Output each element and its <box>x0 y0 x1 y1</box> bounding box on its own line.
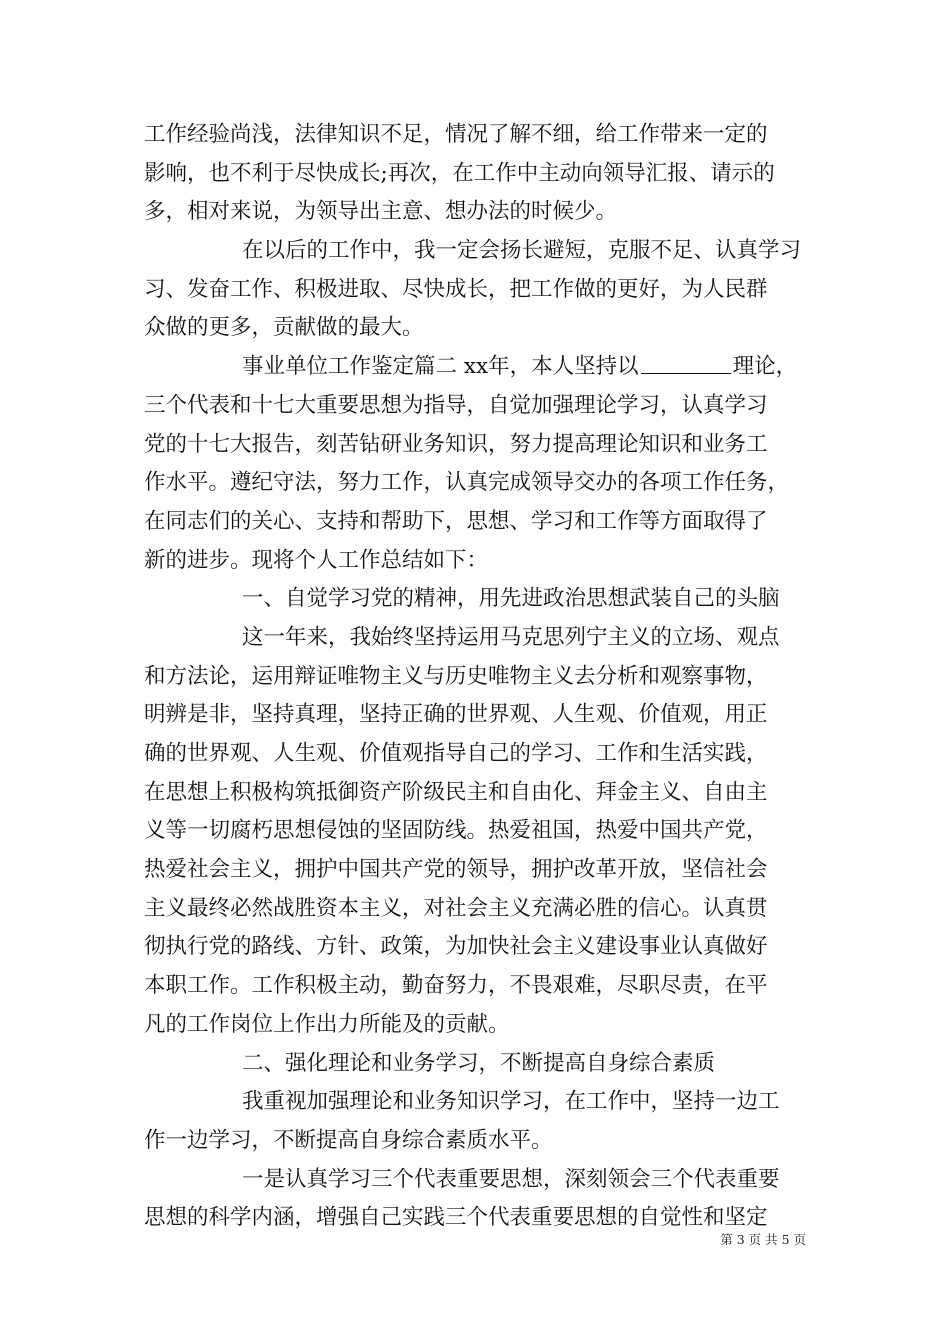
section-heading: 二、强化理论和业务学习，不断提高自身综合素质 <box>242 1050 716 1076</box>
text-line: 作水平。遵纪守法，努力工作，认真完成领导交办的各项工作任务， <box>144 470 790 496</box>
text-line: 凡的工作岗位上作出力所能及的贡献。 <box>144 1011 510 1037</box>
text-line: 影响，也不利于尽快成长;再次，在工作中主动向领导汇报、请示的 <box>144 160 775 186</box>
text-line: 本职工作。工作积极主动，勤奋努力，不畏艰难，尽职尽责，在平 <box>144 973 768 999</box>
text-line: 党的十七大报告，刻苦钻研业务知识，努力提高理论知识和业务工 <box>144 431 768 457</box>
text-segment: 事业单位工作鉴定篇二 xx年，本人坚持以 <box>242 354 639 380</box>
text-line: 和方法论，运用辩证唯物主义与历史唯物主义去分析和观察事物， <box>144 663 768 689</box>
text-line: 彻执行党的路线、方针、政策，为加快社会主义建设事业认真做好 <box>144 934 768 960</box>
text-line: 明辨是非，坚持真理，坚持正确的世界观、人生观、价值观，用正 <box>144 702 768 728</box>
text-line: 一是认真学习三个代表重要思想，深刻领会三个代表重要 <box>242 1166 780 1192</box>
text-line: 在以后的工作中，我一定会扬长避短，克服不足、认真学习 <box>242 238 802 264</box>
text-line: 思想的科学内涵，增强自己实践三个代表重要思想的自觉性和坚定 <box>144 1205 768 1231</box>
page-number-footer: 第 3 页 共 5 页 <box>720 1232 806 1247</box>
text-line: 三个代表和十七大重要思想为指导，自觉加强理论学习，认真学习 <box>144 392 768 418</box>
text-line: 热爱社会主义，拥护中国共产党的领导，拥护改革开放，坚信社会 <box>144 857 768 883</box>
text-line: 在思想上积极构筑抵御资产阶级民主和自由化、拜金主义、自由主 <box>144 779 768 805</box>
fill-in-blank <box>641 355 731 374</box>
text-line: 习、发奋工作、积极进取、尽快成长，把工作做的更好，为人民群 <box>144 276 768 302</box>
text-line: 众做的更多，贡献做的最大。 <box>144 315 424 341</box>
text-line: 作一边学习，不断提高自身综合素质水平。 <box>144 1127 553 1153</box>
text-line: 新的进步。现将个人工作总结如下： <box>144 547 489 573</box>
text-line: 工作经验尚浅，法律知识不足，情况了解不细，给工作带来一定的 <box>144 122 768 147</box>
text-line: 主义最终必然战胜资本主义，对社会主义充满必胜的信心。认真贯 <box>144 895 768 921</box>
section-heading: 一、自觉学习党的精神，用先进政治思想武装自己的头脑 <box>242 586 780 612</box>
text-line: 这一年来，我始终坚持运用马克思列宁主义的立场、观点 <box>242 624 780 650</box>
text-line: 在同志们的关心、支持和帮助下，思想、学习和工作等方面取得了 <box>144 508 768 534</box>
text-line: 多，相对来说，为领导出主意、想办法的时候少。 <box>144 199 618 225</box>
text-line: 确的世界观、人生观、价值观指导自己的学习、工作和生活实践， <box>144 741 768 766</box>
document-body <box>144 116 819 1238</box>
text-segment: 理论， <box>732 354 798 380</box>
text-line: 义等一切腐朽思想侵蚀的坚固防线。热爱祖国，热爱中国共产党， <box>144 818 768 844</box>
text-line-with-blank <box>144 348 819 387</box>
text-line: 我重视加强理论和业务知识学习，在工作中，坚持一边工 <box>242 1089 780 1115</box>
